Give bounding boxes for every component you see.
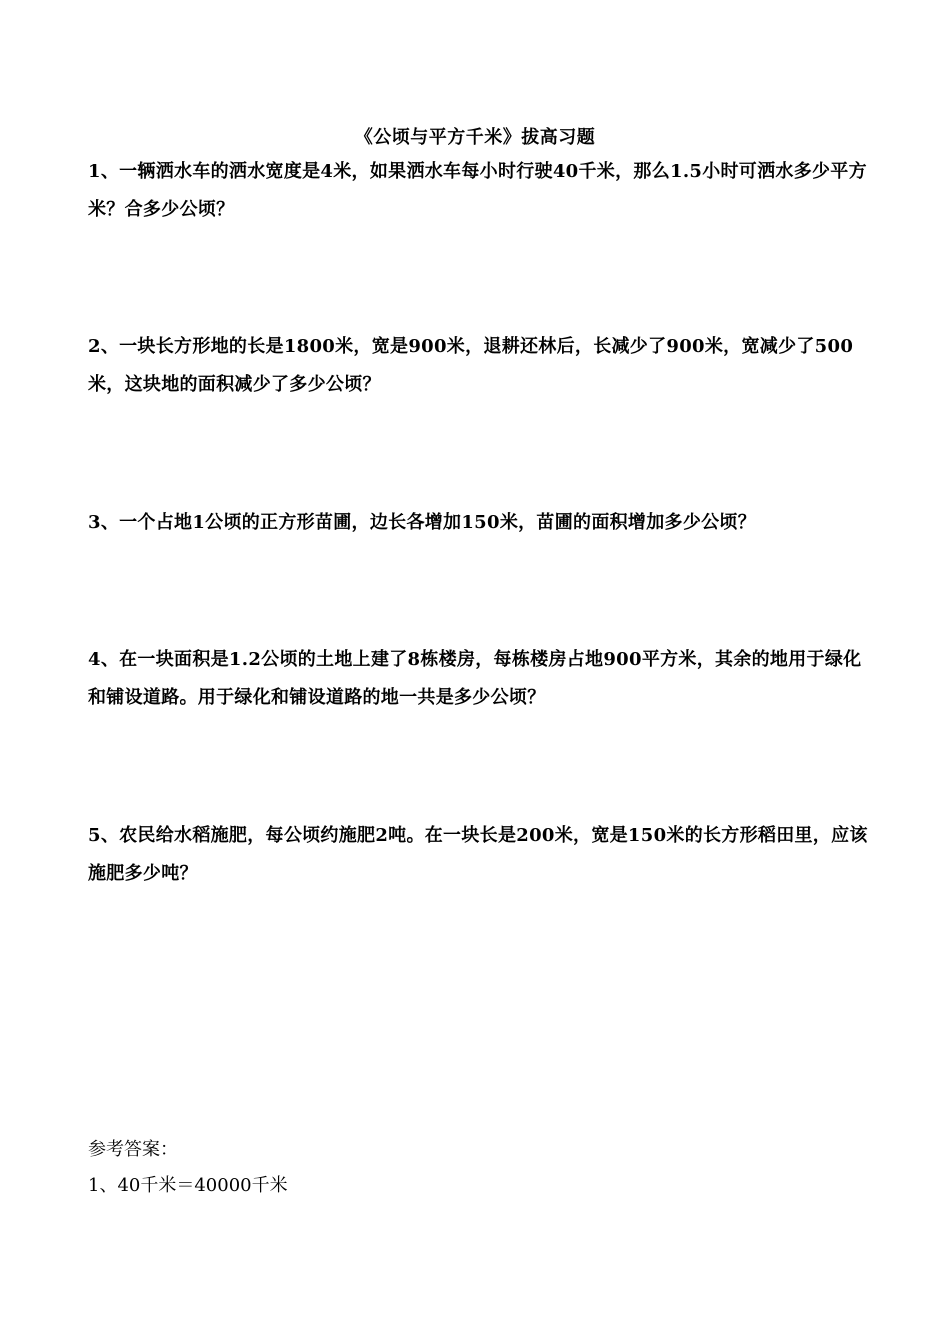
document-title: 《公顷与平方千米》拔高习题: [354, 127, 596, 148]
question-2: 2、一块长方形地的长是1800米，宽是900米，退耕还林后，长减少了900米，宽减少了500米，这块地的面积减少了多少公顷？: [88, 336, 854, 395]
answers-section: [88, 1132, 868, 1204]
answers-heading: 参考答案：: [88, 1139, 178, 1160]
question-5: 5、农民给水稻施肥，每公顷约施肥2吨。在一块长是200米，宽是150米的长方形稻田里，应该施肥多少吨？: [88, 825, 868, 884]
question-1: 1、一辆洒水车的洒水宽度是4米，如果洒水车每小时行驶40千米，那么1.5小时可洒水多少平方米？合多少公顷？: [88, 161, 867, 220]
question-3: 3、一个占地1公顷的正方形苗圃，边长各增加150米，苗圃的面积增加多少公顷？: [88, 512, 757, 533]
question-4: 4、在一块面积是1.2公顷的土地上建了8栋楼房，每栋楼房占地900平方米，其余的地用于绿化和铺设道路。用于绿化和铺设道路的地一共是多少公顷？: [88, 649, 862, 708]
answer-line-1: 1、40千米＝40000千米: [88, 1175, 288, 1196]
